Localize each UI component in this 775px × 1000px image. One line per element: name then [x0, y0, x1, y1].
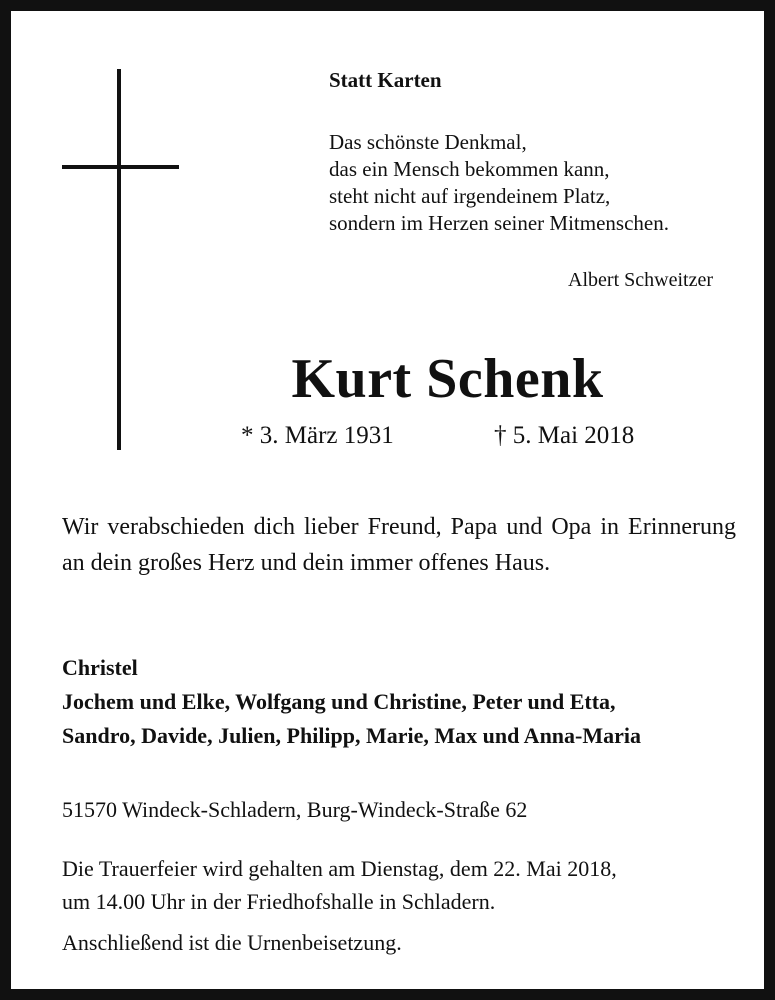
family-list — [62, 651, 752, 753]
death-date: † 5. Mai 2018 — [494, 422, 635, 449]
burial-info: Anschließend ist die Urnenbeisetzung. — [62, 930, 402, 955]
family-line: Sandro, Davide, Julien, Philipp, Marie, Max und Anna-Maria — [62, 723, 642, 748]
quote-line: Das schönste Denkmal, — [329, 130, 527, 154]
farewell-message: Wir verabschieden dich lieber Freund, Papa und Opa in Erinnerung an dein großes Herz und dein immer offenes Haus. — [62, 514, 736, 576]
quote-line: steht nicht auf irgendeinem Platz, — [329, 184, 611, 208]
address: 51570 Windeck-Schladern, Burg-Windeck-Straße 62 — [62, 797, 528, 822]
quote-line: das ein Mensch bekommen kann, — [329, 157, 610, 181]
cross-horizontal-bar — [62, 165, 179, 169]
quote — [329, 129, 749, 237]
quote-line: sondern im Herzen seiner Mitmenschen. — [329, 211, 669, 235]
ceremony-line: um 14.00 Uhr in der Friedhofshalle in Schladern. — [62, 889, 496, 914]
header-label: Statt Karten — [329, 68, 442, 92]
birth-date: * 3. März 1931 — [241, 422, 394, 449]
family-line: Christel — [62, 655, 138, 680]
ceremony-line: Die Trauerfeier wird gehalten am Dienstag, dem 22. Mai 2018, — [62, 856, 617, 881]
ceremony-info — [62, 852, 752, 918]
quote-author: Albert Schweitzer — [568, 269, 713, 291]
family-line: Jochem und Elke, Wolfgang und Christine, Peter und Etta, — [62, 689, 616, 714]
deceased-name: Kurt Schenk — [291, 348, 604, 410]
